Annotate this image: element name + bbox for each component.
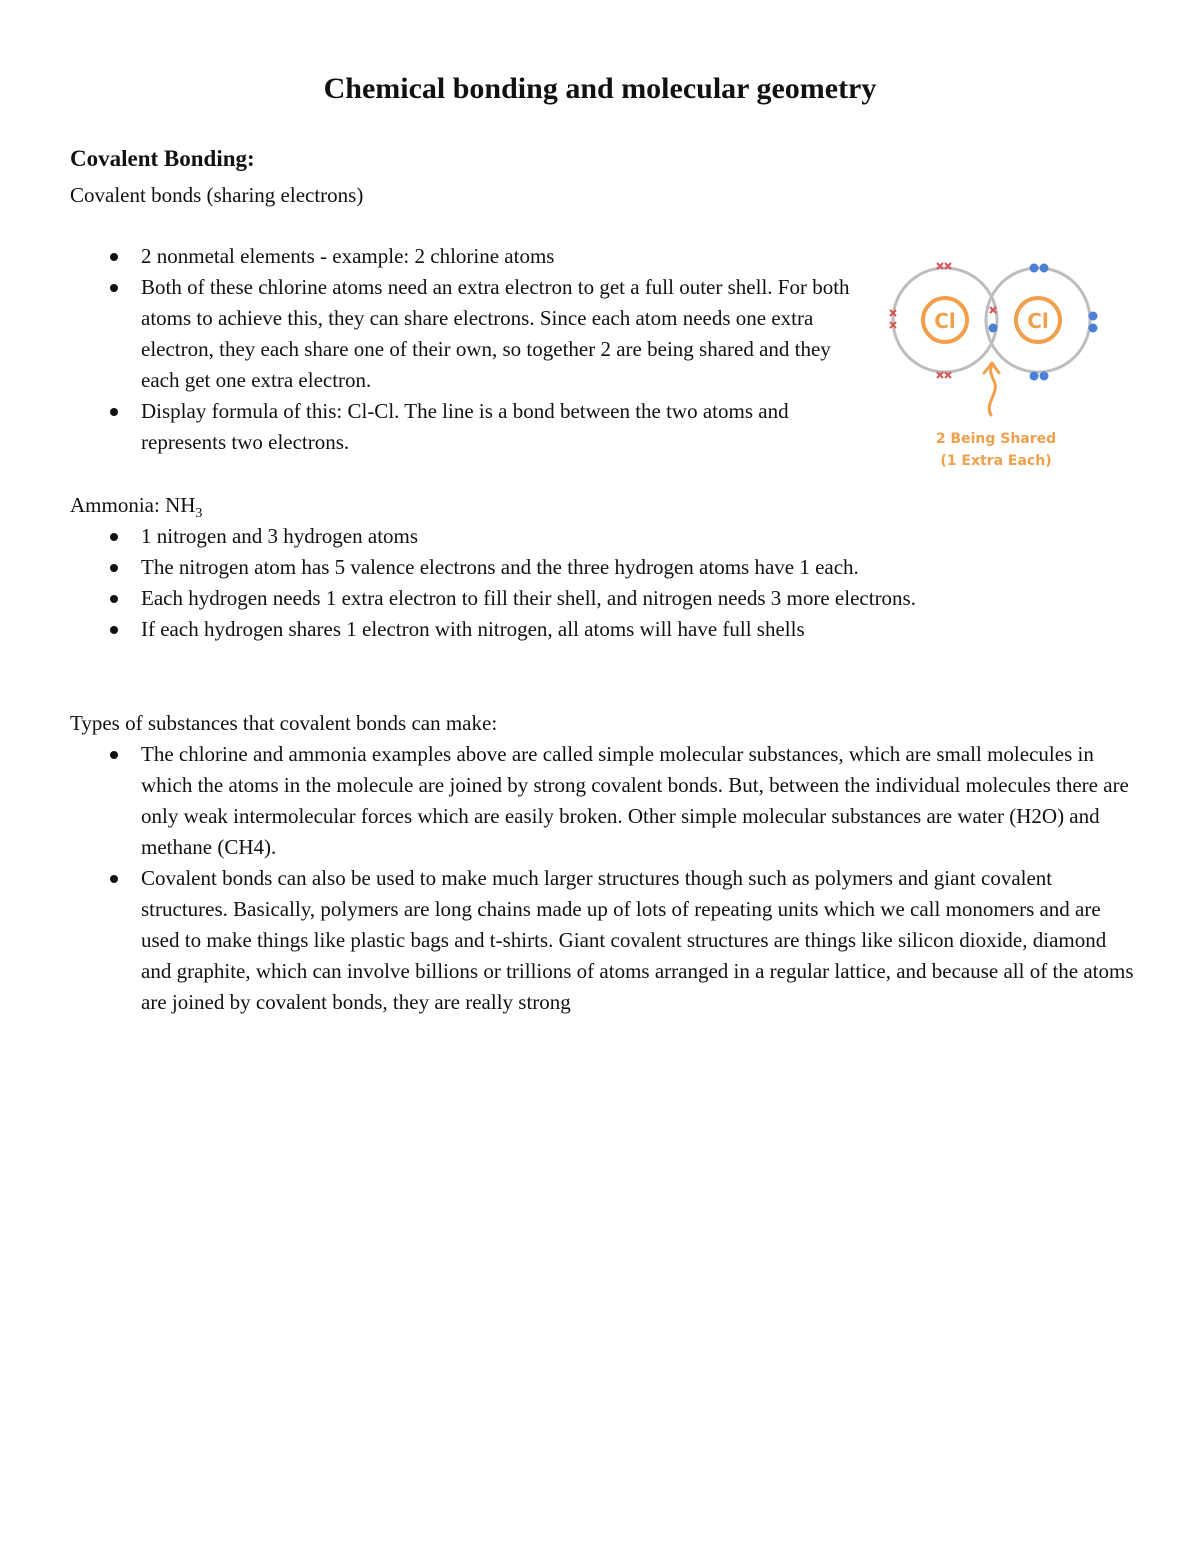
list-item: The nitrogen atom has 5 valence electrons and the three hydrogen atoms have 1 each.: [0, 552, 1140, 583]
list-item: If each hydrogen shares 1 electron with nitrogen, all atoms will have full shells: [0, 614, 1140, 645]
list-item: The chlorine and ammonia examples above are called simple molecular substances, which are small molecules in which the atoms in the molecule are joined by strong covalent bonds. But, between the individual molecules there are only weak intermolecular forces which are easily broken. Other simple molecular substances are water (H2O) and methane (CH4).: [0, 739, 1135, 863]
ammonia-label: Ammonia: $NH_3$: [70, 493, 203, 522]
left-atom-symbol: Cl: [934, 309, 956, 333]
list-item: Each hydrogen needs 1 extra electron to fill their shell, and nitrogen needs 3 more electrons.: [0, 583, 1140, 614]
chlorine-bond-diagram: [880, 255, 1120, 475]
list-item: Both of these chlorine atoms need an extra electron to get a full outer shell. For both atoms to achieve this, they can share electrons. Since each atom needs one extra electron, they each share one of their own, so together 2 are being shared and they each get one extra electron.: [0, 272, 860, 396]
shared-label-line1: 2 Being Shared: [935, 431, 1057, 447]
page-title: Chemical bonding and molecular geometry: [323, 72, 877, 105]
covalent-intro: Covalent bonds (sharing electrons): [70, 183, 364, 207]
ammonia-bullet-list: [0, 521, 1140, 645]
section-heading-covalent: Covalent Bonding:: [70, 146, 255, 171]
right-atom-symbol: Cl: [1027, 309, 1049, 333]
list-item: 1 nitrogen and 3 hydrogen atoms: [0, 521, 1140, 552]
types-intro: Types of substances that covalent bonds can make:: [70, 711, 498, 735]
covalent-bullet-list: [0, 241, 860, 458]
shared-arrow-icon: [989, 365, 995, 415]
list-item: Covalent bonds can also be used to make much larger structures though such as polymers and giant covalent structures. Basically, polymers are long chains made up of lots of repeating units which we call monomers and are used to make things like plastic bags and t-shirts. Giant covalent structures are things like silicon dioxide, diamond and graphite, which can involve billions or trillions of atoms arranged in a regular lattice, and because all of the atoms are joined by covalent bonds, they are really strong: [0, 863, 1135, 1018]
types-bullet-list: [0, 739, 1135, 1018]
shared-label-line2: (1 Extra Each): [940, 453, 1052, 469]
list-item: Display formula of this: Cl-Cl. The line is a bond between the two atoms and represents two electrons.: [0, 396, 860, 458]
list-item: 2 nonmetal elements - example: 2 chlorine atoms: [0, 241, 860, 272]
